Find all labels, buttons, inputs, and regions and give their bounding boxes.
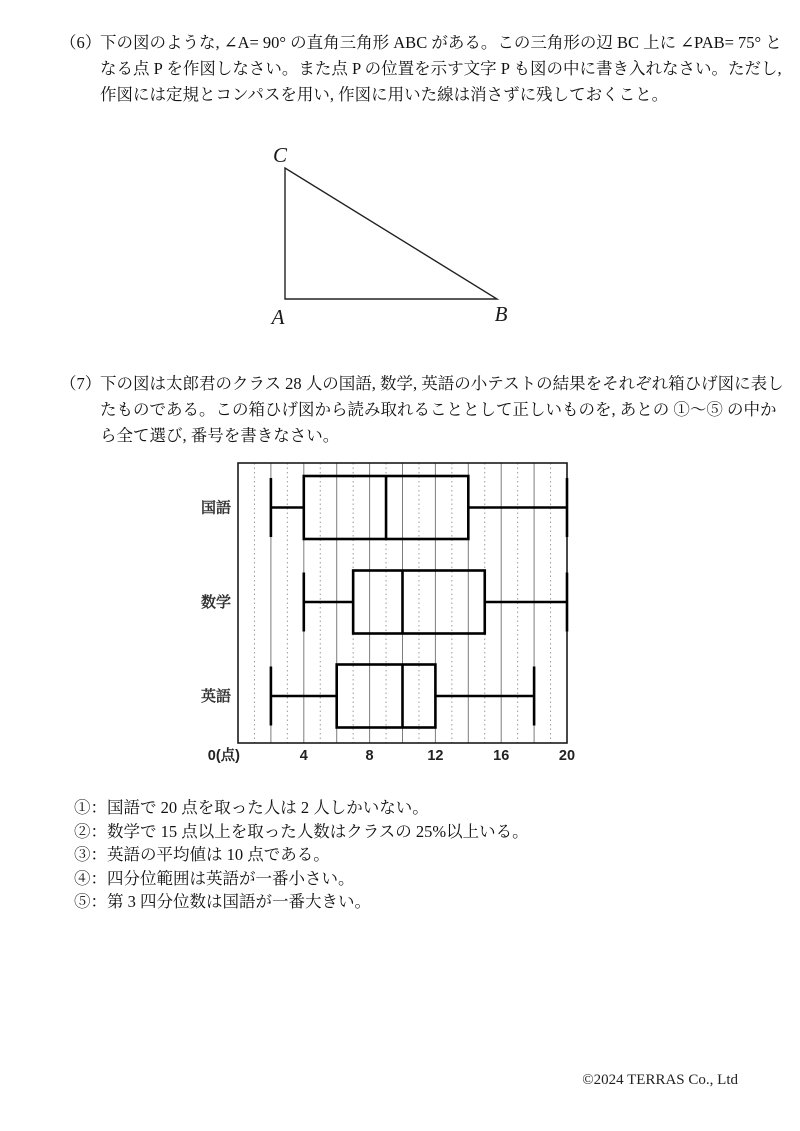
x-tick-label-8: 8 bbox=[365, 748, 374, 764]
boxplot-kokugo bbox=[201, 476, 567, 539]
x-tick-label-20: 20 bbox=[558, 748, 576, 764]
iqr-box bbox=[337, 665, 436, 728]
problem-7-line-2: たものである。この箱ひげ図から読み取れることとして正しいものを, あとの ①～⑤ の中か bbox=[100, 400, 777, 419]
problem-7-section bbox=[60, 371, 784, 449]
problem-6-line-1: 下の図のような, ∠A= 90° の直角三角形 ABC がある。この三角形の辺 BC 上に ∠PAB= 75° と bbox=[100, 33, 782, 52]
problem-6-section bbox=[60, 30, 780, 108]
x-tick-label-16: 16 bbox=[493, 748, 510, 764]
x-tick-label-12: 12 bbox=[427, 748, 444, 764]
boxplot-sugaku bbox=[201, 571, 567, 634]
footer-copyright: ©2024 TERRAS Co., Ltd bbox=[582, 1072, 738, 1088]
statement-3: ③：英語の平均値は 10 点である。 bbox=[74, 845, 330, 864]
iqr-box bbox=[353, 571, 485, 634]
vertex-label-c: C bbox=[272, 145, 288, 167]
problem-6-line-2: なる点 P を作図しなさい。また点 P の位置を示す文字 P も図の中に書き入れなさい。ただし, bbox=[100, 59, 782, 78]
triangle-abc-outline bbox=[285, 168, 497, 299]
triangle-figure bbox=[240, 145, 530, 335]
problem-6-number: （6） bbox=[60, 33, 102, 52]
problem-7-number: （7） bbox=[60, 374, 102, 393]
statement-4: ④：四分位範囲は英語が一番小さい。 bbox=[74, 868, 355, 888]
statement-5: ⑤：第 3 四分位数は国語が一番大きい。 bbox=[74, 892, 371, 911]
category-label-sugaku: 数学 bbox=[200, 594, 231, 611]
category-label-kokugo: 国語 bbox=[200, 499, 231, 517]
boxplot-eigo bbox=[201, 665, 534, 728]
statement-1: ①：国語で 20 点を取った人は 2 人しかいない。 bbox=[74, 798, 429, 817]
problem-6-line-3: 作図には定規とコンパスを用い, 作図に用いた線は消さずに残しておくこと。 bbox=[100, 85, 669, 104]
vertex-label-a: A bbox=[271, 305, 285, 329]
statements-list bbox=[74, 796, 529, 914]
x-tick-label-4: 4 bbox=[299, 748, 308, 764]
boxplot-chart bbox=[180, 455, 600, 765]
x-tick-label-0: 0(点) bbox=[207, 748, 240, 764]
vertex-label-b: B bbox=[494, 302, 508, 326]
problem-7-line-1: 下の図は太郎君のクラス 28 人の国語, 数学, 英語の小テストの結果をそれぞれ箱ひげ図に表し bbox=[100, 374, 784, 393]
problem-7-text bbox=[100, 371, 784, 449]
category-label-eigo: 英語 bbox=[200, 688, 231, 705]
problem-6-text bbox=[100, 30, 780, 108]
statement-2: ②：数学で 15 点以上を取った人数はクラスの 25%以上いる。 bbox=[74, 821, 529, 841]
problem-7-line-3: ら全て選び, 番号を書きなさい。 bbox=[100, 426, 340, 445]
